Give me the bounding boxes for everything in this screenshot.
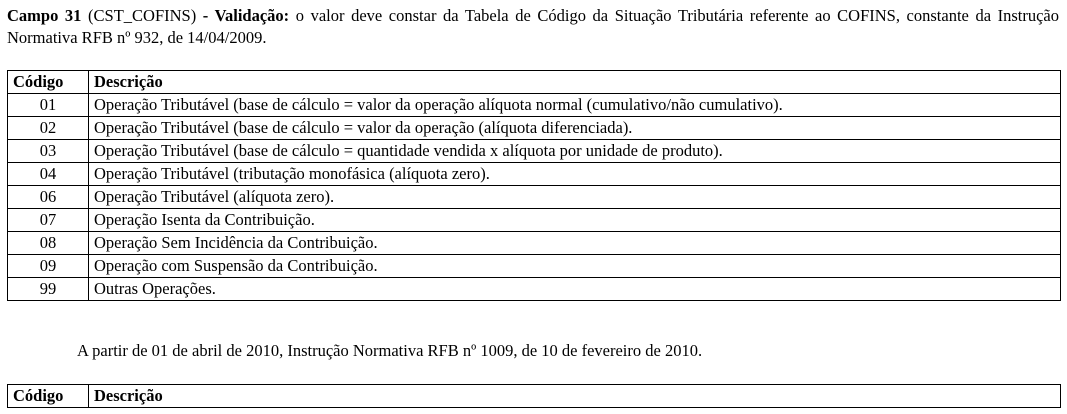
row-description: Outras Operações. [89, 278, 1061, 301]
table-row [8, 140, 1061, 163]
header-code: Código [8, 71, 89, 94]
row-code: 06 [8, 186, 89, 209]
row-code: 01 [8, 94, 89, 117]
table-row [8, 278, 1061, 301]
header-description: Descrição [89, 71, 1061, 94]
intro-text: o valor deve constar da Tabela de Código da Situação Tributária referente ao COFINS, constante da Instrução Normativa RFB nº 932, de 14/04/2009. [7, 6, 1060, 47]
effective-date-note: A partir de 01 de abril de 2010, Instrução Normativa RFB nº 1009, de 10 de fevereiro de 2010. [77, 341, 703, 360]
table-row [8, 163, 1061, 186]
table-header-row [8, 71, 1061, 94]
table-row [8, 186, 1061, 209]
table-row [8, 94, 1061, 117]
row-description: Operação Sem Incidência da Contribuição. [89, 232, 1061, 255]
row-description: Operação Tributável (base de cálculo = quantidade vendida x alíquota por unidade de produto). [89, 140, 1061, 163]
row-code: 09 [8, 255, 89, 278]
row-code: 02 [8, 117, 89, 140]
table-row [8, 117, 1061, 140]
field-label: Campo 31 [7, 6, 82, 25]
row-description: Operação Tributável (alíquota zero). [89, 186, 1061, 209]
row-description: Operação Tributável (base de cálculo = valor da operação alíquota normal (cumulativo/não cumulativo). [89, 94, 1061, 117]
row-code: 08 [8, 232, 89, 255]
field-name: (CST_COFINS) [81, 6, 203, 25]
table-row [8, 232, 1061, 255]
table-row [8, 209, 1061, 232]
cst-cofins-table [7, 70, 1061, 301]
validation-label: - Validação: [202, 6, 290, 25]
row-description: Operação Tributável (tributação monofásica (alíquota zero). [89, 163, 1061, 186]
row-description: Operação com Suspensão da Contribuição. [89, 255, 1061, 278]
header-description: Descrição [89, 385, 1061, 408]
table-header-row [8, 385, 1061, 408]
header-code: Código [8, 385, 89, 408]
row-code: 03 [8, 140, 89, 163]
table-row [8, 255, 1061, 278]
intro-paragraph [7, 5, 1059, 49]
row-code: 99 [8, 278, 89, 301]
cst-cofins-table-2010 [7, 384, 1061, 408]
row-description: Operação Isenta da Contribuição. [89, 209, 1061, 232]
row-code: 04 [8, 163, 89, 186]
row-description: Operação Tributável (base de cálculo = valor da operação (alíquota diferenciada). [89, 117, 1061, 140]
row-code: 07 [8, 209, 89, 232]
